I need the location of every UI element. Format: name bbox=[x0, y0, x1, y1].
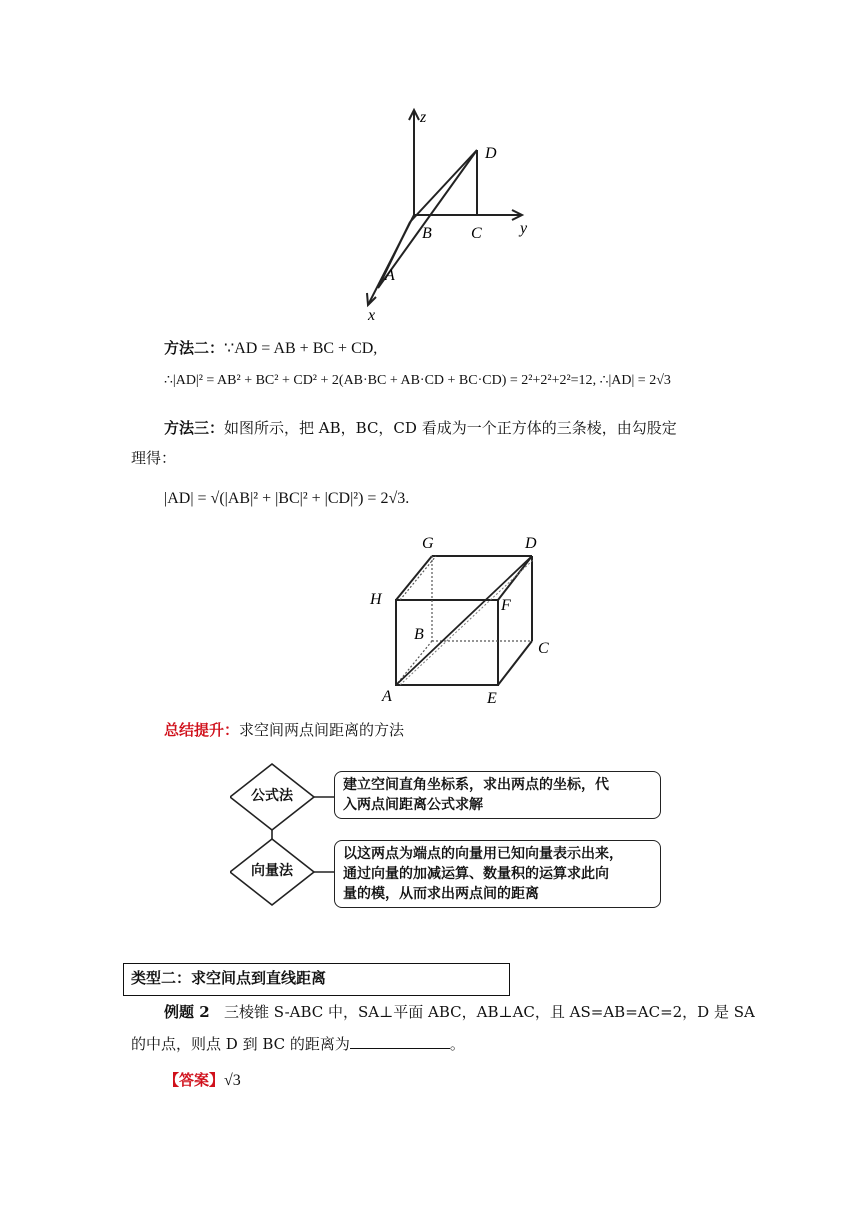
cube-D-label: D bbox=[525, 535, 537, 552]
node-formula-method: 公式法 bbox=[251, 788, 293, 804]
cube-C-label: C bbox=[538, 640, 549, 657]
summary-line bbox=[164, 716, 404, 744]
answer-value: √3 bbox=[224, 1072, 241, 1089]
method2-eq2: ∴|AD|² = AB² + BC² + CD² + 2(AB·BC + AB·CD + BC·CD) = 2²+2²+2²=12 bbox=[164, 373, 593, 388]
method2-result: ∴|AD| = 2√3 bbox=[599, 373, 671, 388]
answer-blank bbox=[350, 1034, 450, 1049]
cube-A-label: A bbox=[382, 688, 392, 705]
vector-method-line3: 量的模，从而求出两点间的距离 bbox=[343, 886, 539, 902]
axis-x-label: x bbox=[368, 307, 376, 324]
point-B-label: B bbox=[422, 225, 432, 242]
cube-B-label: B bbox=[414, 626, 424, 643]
cube-H-label: H bbox=[370, 591, 382, 608]
cube-E-label: E bbox=[487, 690, 497, 707]
formula-method-line1: 建立空间直角坐标系，求出两点的坐标，代 bbox=[343, 777, 609, 793]
method2-line2: ∴|AD|² = AB² + BC² + CD² + 2(AB·BC + AB·CD + BC·CD) = 2²+2²+2²=12, ∴|AD| = 2√3 bbox=[164, 373, 671, 388]
point-D-label: D bbox=[485, 145, 497, 162]
method3-label: 方法三： bbox=[164, 419, 225, 437]
example2-text2a: 的中点，则点 D 到 BC 的距离为 bbox=[131, 1035, 350, 1053]
method2-line1 bbox=[164, 334, 377, 363]
axis-y-label: y bbox=[520, 220, 528, 237]
method2-label: 方法二： bbox=[164, 339, 225, 357]
cube-F-label: F bbox=[501, 597, 511, 614]
coordinate-diagram bbox=[350, 100, 550, 325]
method3-line1 bbox=[164, 414, 677, 442]
answer-label: 【答案】 bbox=[164, 1071, 225, 1089]
vector-method-line1: 以这两点为端点的向量用已知向量表示出来， bbox=[343, 846, 623, 862]
method3-text1: 如图所示，把 AB，BC，CD 看成为一个正方体的三条棱，由勾股定 bbox=[224, 419, 677, 437]
method3-formula: |AD| = √(|AB|² + |BC|² + |CD|²) = 2√3. bbox=[164, 490, 410, 507]
vector-method-box bbox=[334, 840, 661, 908]
summary-label: 总结提升： bbox=[164, 721, 240, 739]
point-A-label: A bbox=[385, 267, 395, 284]
method3-text2: 理得： bbox=[131, 449, 177, 467]
summary-text: 求空间两点间距离的方法 bbox=[239, 721, 405, 739]
point-C-label: C bbox=[471, 225, 482, 242]
vector-method-line2: 通过向量的加减运算、数量积的运算求此向 bbox=[343, 866, 609, 882]
example2-text2b: 。 bbox=[449, 1035, 465, 1053]
example2-line1 bbox=[164, 998, 755, 1026]
example2-text1: 三棱锥 S-ABC 中，SA⊥平面 ABC，AB⊥AC，且 AS=AB=AC=2，D 是 SA bbox=[223, 1003, 755, 1021]
example2-label: 例题 2 bbox=[164, 1003, 210, 1021]
axis-z-label: z bbox=[420, 109, 427, 126]
method2-eq1: ∵AD = AB + BC + CD, bbox=[224, 340, 378, 357]
node-vector-method: 向量法 bbox=[251, 863, 293, 879]
formula-method-box bbox=[334, 771, 661, 819]
cube-diagram bbox=[360, 528, 560, 708]
cube-G-label: G bbox=[422, 535, 434, 552]
example2-line2 bbox=[131, 1030, 465, 1058]
formula-method-line2: 入两点间距离公式求解 bbox=[343, 797, 483, 813]
type2-title: 类型二：求空间点到直线距离 bbox=[131, 969, 327, 987]
answer-line bbox=[164, 1066, 241, 1095]
